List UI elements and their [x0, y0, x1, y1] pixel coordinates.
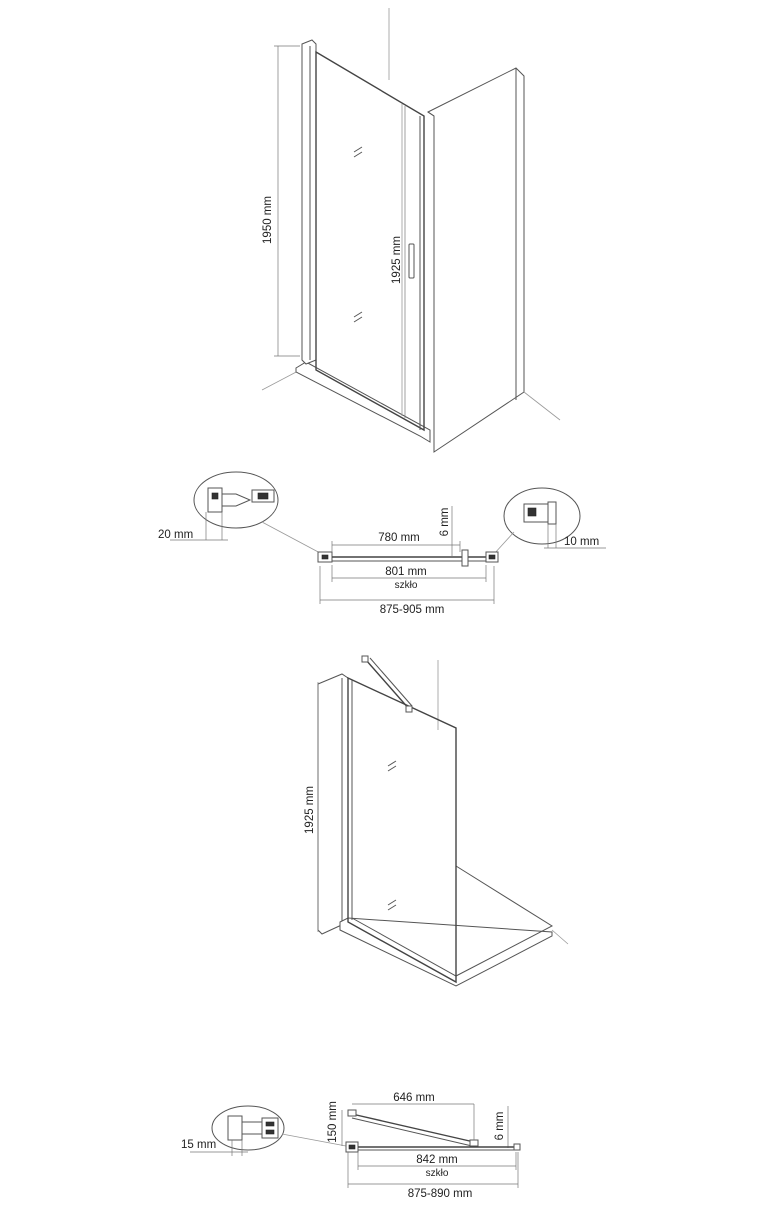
door-height-label: 1950 mm: [262, 196, 274, 244]
wall-profile-left: [302, 40, 316, 364]
right-wall: [428, 68, 524, 452]
brace-offset-label: 150 mm: [327, 1101, 339, 1143]
panel-left-gap-label: 15 mm: [181, 1139, 217, 1151]
total-width-label: 875-905 mm: [379, 604, 445, 616]
stabilizer-bar: [366, 660, 410, 710]
brace-length-label: 646 mm: [393, 1092, 435, 1104]
bar-glass-clamp: [406, 706, 412, 712]
panel-isometric-view: [304, 656, 568, 986]
glass-thickness-label: 6 mm: [439, 507, 451, 537]
door-handle: [409, 244, 414, 278]
brace-line-plan: [352, 1114, 474, 1142]
glass-reflection-mark-bottom: [388, 900, 396, 910]
glass-reflection-mark-bottom: [354, 312, 362, 322]
door-handle-plan: [462, 550, 468, 566]
detail-circle-left: [170, 472, 322, 554]
left-gap-label: 20 mm: [158, 529, 194, 541]
opening-width-label: 780 mm: [378, 532, 420, 544]
brace-wall-bracket: [348, 1110, 356, 1116]
panel-end-cap: [514, 1144, 520, 1150]
door-isometric-view: [262, 8, 560, 452]
right-gap-label: 10 mm: [564, 536, 600, 548]
bar-wall-bracket: [362, 656, 368, 662]
floor-line-right: [524, 392, 560, 420]
panel-height-label: 1925 mm: [304, 786, 316, 834]
brace-glass-clamp: [470, 1140, 478, 1146]
panel-glass-width-label: 842 mm: [416, 1154, 458, 1166]
panel-plan-view: [181, 1092, 520, 1200]
left-hinge: [322, 555, 328, 559]
glass-reflection-mark-top: [354, 147, 362, 157]
height-dimension-1925: [391, 106, 405, 418]
glass-caption: szkło: [394, 580, 418, 591]
panel-total-width-label: 875-890 mm: [407, 1188, 473, 1200]
door-plan-view: [158, 472, 606, 616]
panel-glass-thickness-label: 6 mm: [494, 1111, 506, 1141]
glass-reflection-mark-top: [388, 761, 396, 771]
glass-width-label: 801 mm: [385, 566, 427, 578]
panel-glass-caption: szkło: [425, 1168, 449, 1179]
panel-height-dimension: [304, 682, 318, 932]
side-wall: [318, 674, 348, 934]
glass-height-label: 1925 mm: [391, 236, 403, 284]
right-latch: [489, 555, 495, 559]
height-dimension-1950: [262, 46, 300, 356]
floor-line: [552, 930, 568, 944]
door-glass: [316, 52, 424, 430]
floor-line-left: [262, 370, 300, 390]
shower-tray: [296, 362, 430, 442]
